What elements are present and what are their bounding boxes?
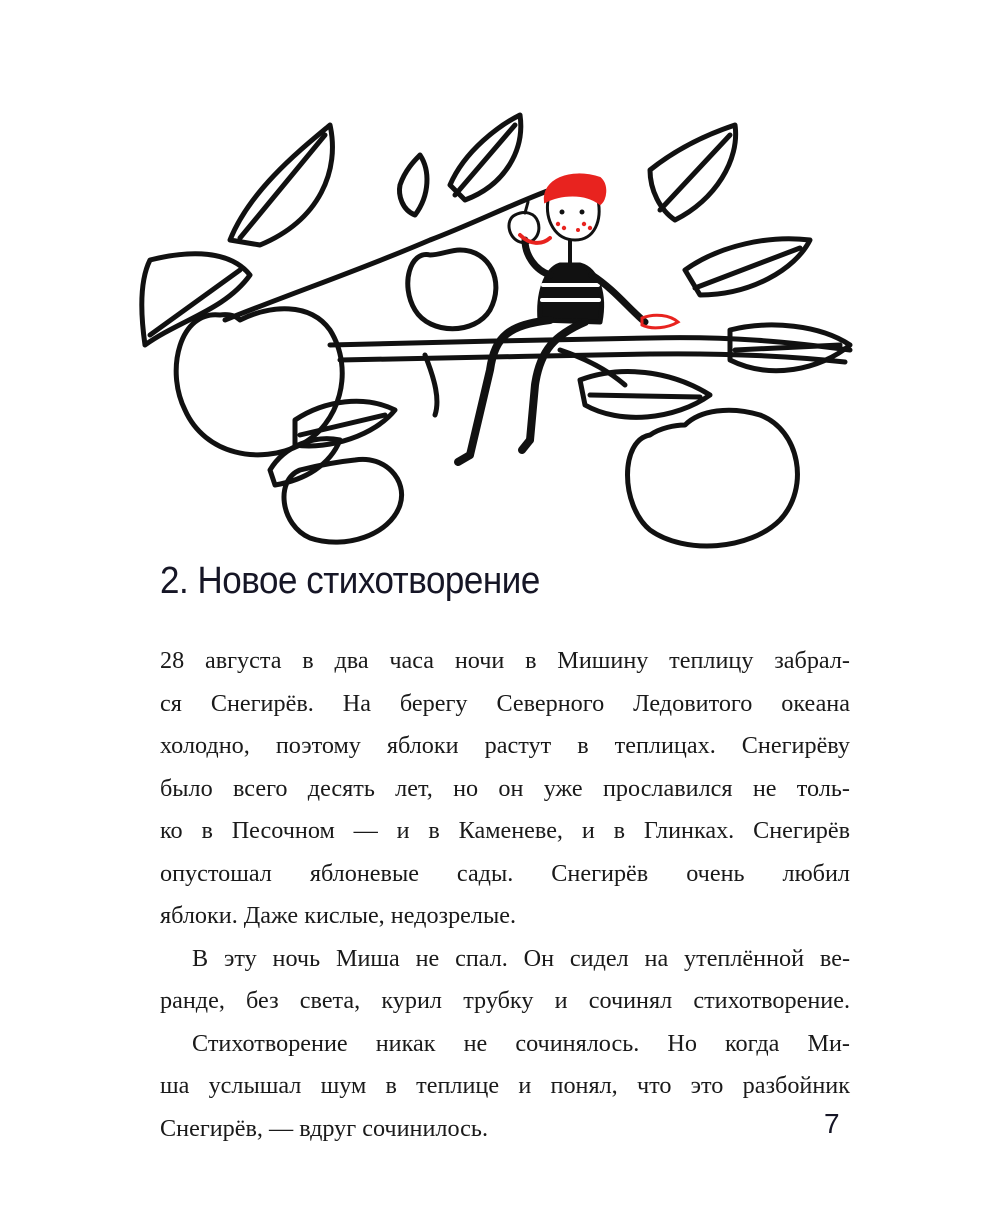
chapter-title: 2. Новое стихотворение — [160, 560, 540, 602]
text-line: Стихотворение никак не сочинялось. Но когда Ми- — [192, 1029, 850, 1057]
apple-bottom-left — [284, 459, 402, 542]
text-line: ша услышал шум в теплице и понял, что это разбойник — [160, 1072, 850, 1099]
chapter-text — [160, 640, 850, 1150]
leaf — [400, 155, 427, 215]
text-line: было всего десять лет, но он уже прославился не толь- — [160, 774, 850, 802]
text-line: ранде, без света, курил трубку и сочинял стихотворение. — [160, 987, 850, 1014]
apple-middle — [408, 250, 496, 329]
text-line: ся Снегирёв. На берегу Северного Ледовитого океана — [160, 689, 850, 717]
boy-arm-left — [525, 240, 550, 275]
paragraph — [160, 938, 850, 1023]
text-line: Снегирёв, — вдруг сочинилось. — [160, 1114, 488, 1142]
paragraph — [160, 640, 850, 938]
tree-branch — [225, 190, 550, 320]
text-line: 28 августа в два часа ночи в Мишину теплицу забрал- — [160, 647, 850, 674]
text-line: В эту ночь Миша не спал. Он сидел на утеплённой ве- — [192, 944, 850, 972]
text-line: холодно, поэтому яблоки растут в теплицах. Снегирёву — [160, 732, 850, 759]
text-line: ко в Песочном — и в Каменеве, и в Глинках. Снегирёв — [160, 817, 850, 844]
page-number: 7 — [824, 1108, 840, 1139]
apple-right — [628, 410, 798, 546]
text-line: яблоки. Даже кислые, недозрелые. — [160, 902, 517, 929]
paragraph — [160, 1023, 850, 1151]
text-line: опустошал яблоневые сады. Снегирёв очень любил — [160, 859, 850, 887]
apple-tree-illustration — [130, 110, 870, 550]
